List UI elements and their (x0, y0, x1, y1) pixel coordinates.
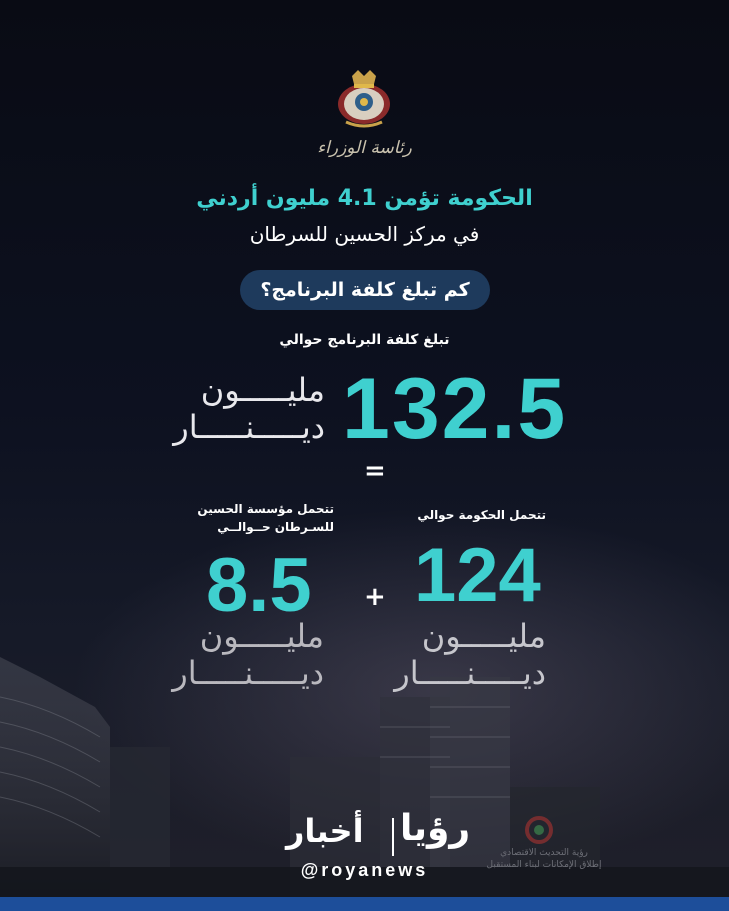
khcc-share-value: 8.5 (206, 543, 312, 628)
brand-divider (392, 818, 394, 856)
total-unit (173, 372, 325, 446)
government-unit-million: مليـــــون (421, 617, 546, 655)
government-unit-dinar: ديـــــنـــــار (394, 653, 546, 692)
economic-vision-logo-icon (524, 814, 554, 846)
brand-akhbar: أخبار (286, 812, 364, 850)
ministry-signature: رئاسة الوزراء (317, 138, 412, 158)
vision-line1: رؤية التحديث الاقتصادي (500, 848, 588, 858)
social-handle: @royanews (300, 860, 429, 880)
brand-roya-logo: رؤيا (400, 808, 471, 849)
headline: الحكومة تؤمن 4.1 مليون أردني (196, 186, 533, 211)
question-pill (240, 270, 490, 310)
total-value: 132.5 (342, 361, 568, 457)
government-share-value: 124 (414, 533, 541, 618)
jordan-royal-emblem-icon (336, 66, 392, 130)
total-intro: تبلغ كلفة البرنامج حوالي (279, 332, 450, 348)
khcc-unit-million: مليـــــون (199, 617, 324, 655)
total-unit-dinar: ديـــــنـــــار (173, 407, 325, 446)
government-share-label: تتحمل الحكومة حوالي (417, 508, 546, 522)
vision-line2: إطلاق الإمكانات لبناء المستقبل (486, 859, 602, 870)
khcc-label-line2: للسـرطان حــوالــي (217, 520, 334, 534)
khcc-share-unit (172, 618, 324, 692)
plus-sign: + (364, 582, 386, 612)
question-text: كم تبلغ كلفة البرنامج؟ (260, 279, 470, 301)
city-skyline-background (0, 637, 729, 897)
khcc-label-line1: تتحمل مؤسسة الحسين (197, 502, 334, 516)
equals-sign: = (364, 456, 386, 486)
government-share-unit (394, 618, 546, 692)
subheadline: في مركز الحسين للسرطان (249, 222, 480, 246)
khcc-share-label (197, 500, 334, 536)
khcc-unit-dinar: ديـــــنـــــار (172, 653, 324, 692)
total-unit-million: مليـــــون (200, 371, 325, 409)
bottom-bar (0, 897, 729, 911)
